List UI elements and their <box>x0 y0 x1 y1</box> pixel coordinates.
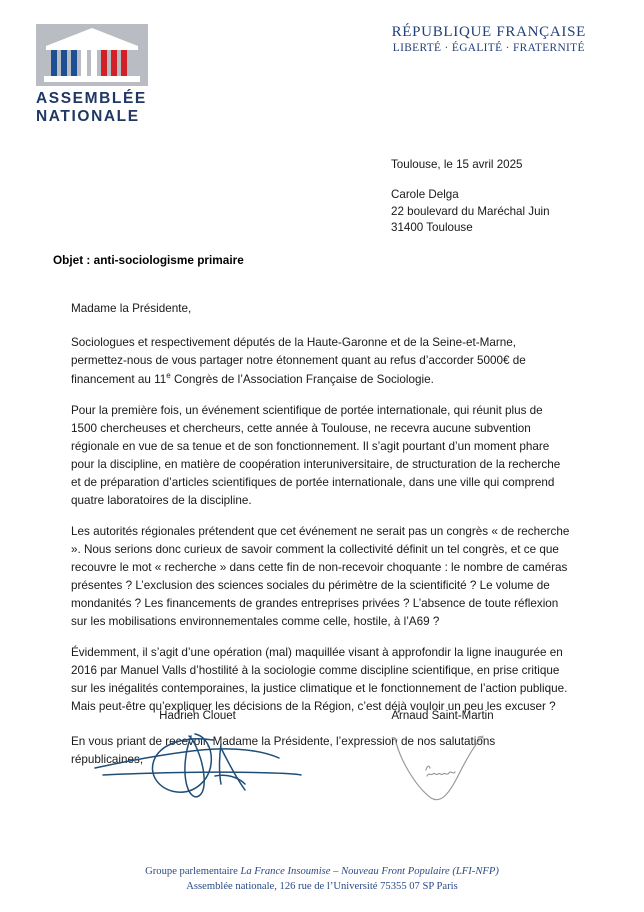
logo-wordmark-line1: ASSEMBLÉE <box>36 90 147 107</box>
logo-wordmark <box>36 90 166 126</box>
republique-francaise-motto: LIBERTÉ · ÉGALITÉ · FRATERNITÉ <box>392 42 585 55</box>
letter-date: Toulouse, le 15 avril 2025 <box>391 158 523 171</box>
assemblee-nationale-emblem <box>36 24 148 86</box>
paragraph-3: Les autorités régionales prétendent que cet événement ne serait pas un congrès « de recherche ». Nous serions donc curieux de savoir comment la collectivité définit un tel congrès, et ce que recouvre le mot « recherche » dans cette fin de non-recevoir choquante : le nombre de caméras présentes ? L’exclusion des sciences sociales du périmètre de la scientificité ? Le volume de mondanités ? Les financements de grandes entreprises privées ? L’absence de toute réflexion sur les mobilisations environnementales comme celle, hostile, à l’A69 ? <box>71 525 570 629</box>
footer-line-1 <box>0 865 644 879</box>
letterhead-header <box>0 0 644 140</box>
recipient-name: Carole Delga <box>391 188 459 202</box>
paragraph-1-part2: Congrès de l’Association Française de Sociologie. <box>170 372 434 386</box>
footer-group-prefix: Groupe parlementaire <box>145 866 241 878</box>
paragraph-1-ordinal-superscript: e <box>166 371 171 381</box>
paragraph-4: Évidemment, il s’agit d’une opération (mal) maquillée visant à approfondir la ligne inaugurée en 2016 par Manuel Valls d’hostilité à la sociologie comme discipline scientifique, en prise critique sur les inégalités contemporaines, la justice climatique et le fonctionnement de l’action publique. Mais peut-être qu’expliquer les décisions de la Région, c’est déjà vouloir un peu les excuser ? <box>71 646 568 714</box>
assemblee-nationale-logo <box>36 24 166 126</box>
signatory-block-1 <box>85 710 310 806</box>
paragraph-1-part1: Sociologues et respectivement députés de la Haute-Garonne et de la Seine-et-Marne, permettez-nous de vous partager notre étonnement quant au refus d’accorder 5000€ de financement au 11 <box>71 336 526 386</box>
republique-francaise-block <box>392 24 586 56</box>
logo-wordmark-line2: NATIONALE <box>36 107 140 125</box>
salutation: Madame la Présidente, <box>71 302 192 315</box>
subject-line: Objet : anti-sociologisme primaire <box>53 253 244 267</box>
page-footer <box>0 865 644 894</box>
paragraph-1 <box>71 334 570 389</box>
closing-line: En vous priant de recevoir, Madame la Présidente, l’expression de nos salutations républicaines, <box>71 735 496 767</box>
paragraph-2: Pour la première fois, un événement scientifique de portée internationale, qui réunit plus de 1500 chercheuses et chercheurs, cette année à Toulouse, ne recevra aucune subvention régionale en vue de sa tenue et de son fonctionnement. Il s’agit pourtant d’un moment phare pour la discipline, en matière de coopération interuniversitaire, de structuration de la recherche et de préparation d’articles scientifiques de portée internationale, dans une ville qui comprend quatre laboratoires de la discipline. <box>71 403 561 508</box>
signatory-name-1: Hadrien Clouet <box>159 710 236 722</box>
letter-body <box>71 300 570 769</box>
handwritten-signature-1 <box>93 728 303 806</box>
footer-line-2: Assemblée nationale, 126 rue de l’Université 75355 07 SP Paris <box>186 880 458 892</box>
recipient-city: 31400 Toulouse <box>391 221 473 235</box>
recipient-street: 22 boulevard du Maréchal Juin <box>391 204 550 218</box>
republique-francaise-title: RÉPUBLIQUE FRANÇAISE <box>391 24 586 40</box>
handwritten-signature-2 <box>383 732 503 804</box>
signatory-block-2 <box>330 710 555 804</box>
address-block <box>391 157 550 237</box>
footer-group-name: La France Insoumise – Nouveau Front Populaire (LFI-NFP) <box>240 866 499 878</box>
signatory-name-2: Arnaud Saint-Martin <box>391 710 494 722</box>
signature-area <box>0 710 644 820</box>
